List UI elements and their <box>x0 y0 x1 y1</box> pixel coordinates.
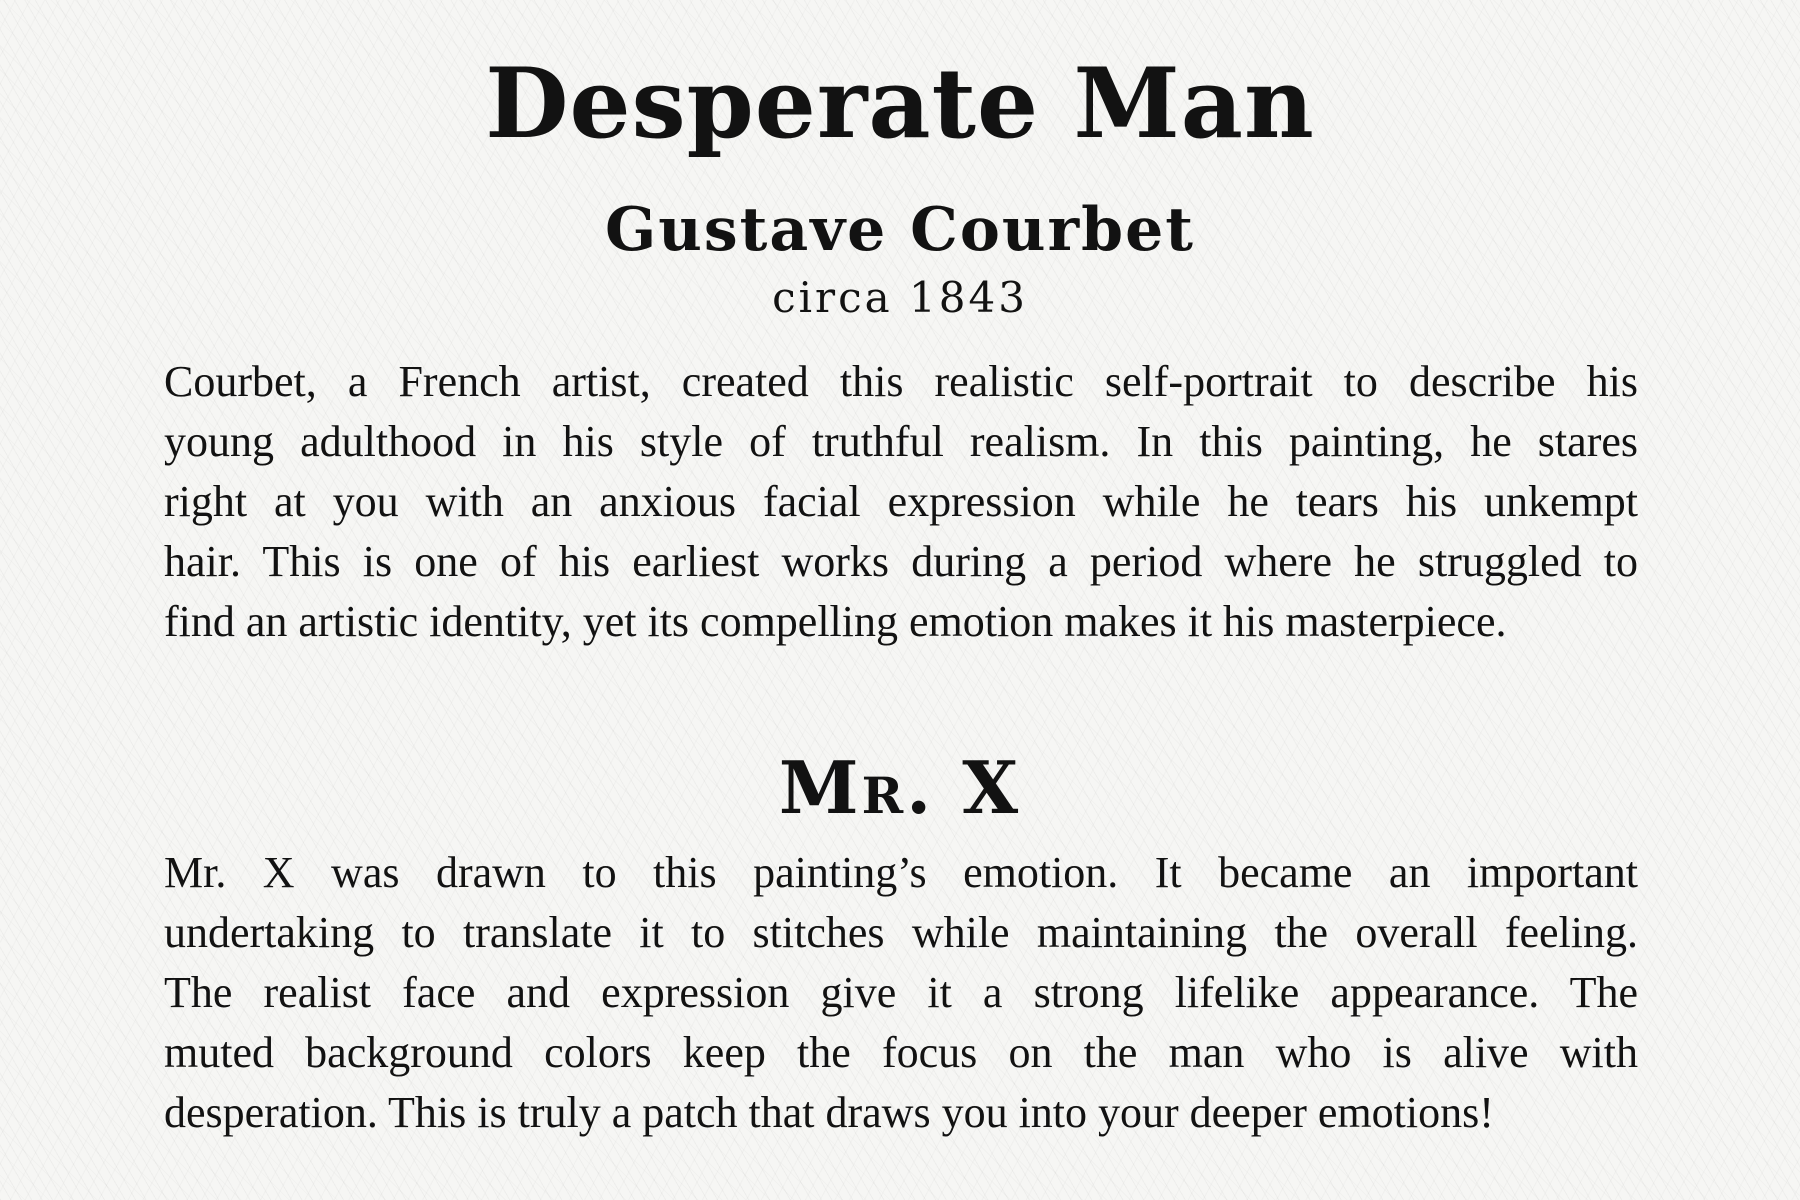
commentary-heading: Mr. X <box>778 745 1022 830</box>
commentary-line: undertaking to translate it to stitches while maintaining the overall feeling. <box>164 908 1638 957</box>
description-line: Courbet, a French artist, created this realistic self-portrait to describe his <box>164 357 1638 406</box>
commentary-text <box>164 843 1638 1143</box>
commentary-line: desperation. This is truly a patch that draws you into your deeper emotions! <box>164 1088 1494 1137</box>
commentary-line: The realist face and expression give it a strong lifelike appearance. The <box>164 968 1638 1017</box>
commentary-line: muted background colors keep the focus on the man who is alive with <box>164 1028 1638 1077</box>
commentary-line: Mr. X was drawn to this painting’s emotion. It became an important <box>164 848 1638 897</box>
description-line: hair. This is one of his earliest works during a period where he struggled to <box>164 537 1638 586</box>
artwork-description <box>164 352 1638 652</box>
artwork-title: Desperate Man <box>485 47 1315 160</box>
description-line: young adulthood in his style of truthful realism. In this painting, he stares <box>164 417 1638 466</box>
artist-name: Gustave Courbet <box>604 195 1195 265</box>
description-line: find an artistic identity, yet its compelling emotion makes it his masterpiece. <box>164 597 1507 646</box>
description-line: right at you with an anxious facial expression while he tears his unkempt <box>164 477 1638 526</box>
artwork-date: circa 1843 <box>772 273 1028 322</box>
